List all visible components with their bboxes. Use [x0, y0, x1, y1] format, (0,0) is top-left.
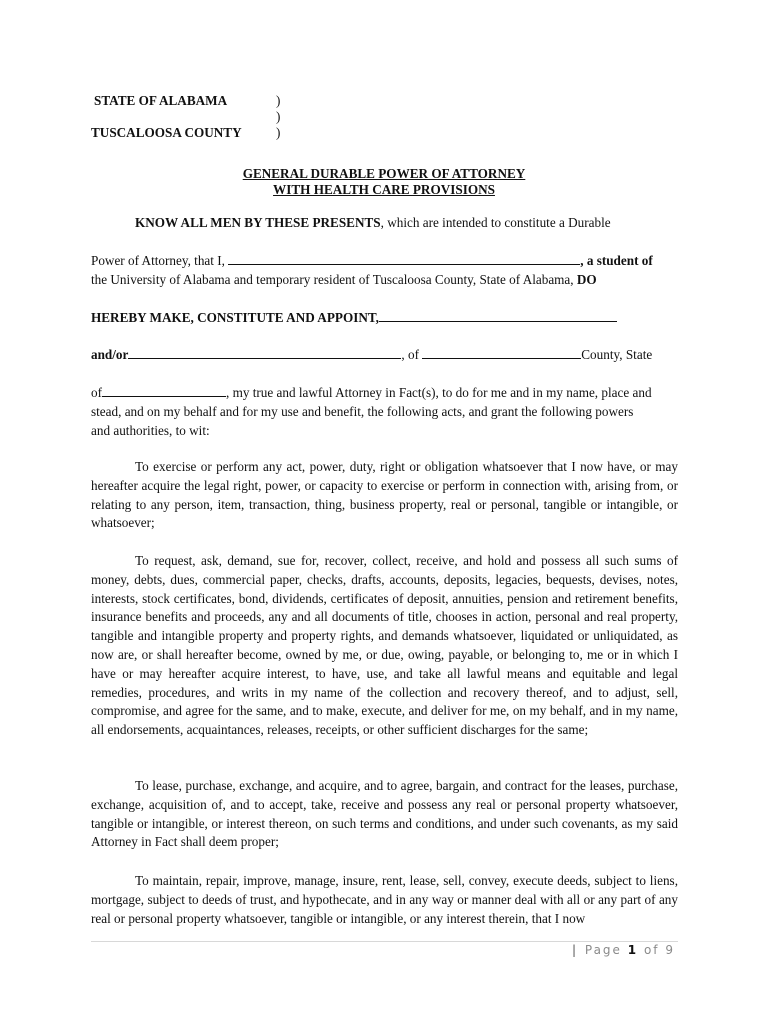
of-para-line-2: stead, and on my behalf and for my use and benefit, the following acts, and grant the following powers	[91, 403, 634, 419]
attorney-name-blank[interactable]	[379, 308, 617, 322]
andor-of: , of	[401, 347, 423, 362]
intro-paragraph	[91, 214, 678, 233]
paragraph-3: To lease, purchase, exchange, and acquire, and to agree, bargain, and contract for the leases, purchase, exchange, acquisition of, and to accept, take, receive and possess any real or personal property whatsoever, tangible or intangible, or interest thereon, on such terms and conditions, and under such covenants, as my said Attorney in Fact shall deem proper;	[91, 778, 678, 850]
state-blank[interactable]	[102, 383, 226, 397]
intro-bold-lead: KNOW ALL MEN BY THESE PRESENTS	[135, 215, 381, 230]
page-footer	[572, 943, 675, 957]
county-blank[interactable]	[422, 345, 581, 359]
of-para-rest: , my true and lawful Attorney in Fact(s), to do for me and in my name, place and	[226, 385, 652, 400]
andor-county-state: County, State	[581, 347, 653, 362]
footer-divider	[91, 941, 678, 942]
caption-state: STATE OF ALABAMA	[94, 93, 228, 108]
document-title	[0, 166, 768, 198]
power-line-1b: , a student of	[580, 253, 653, 268]
of-para-line-3: and authorities, to wit:	[91, 422, 210, 438]
attorney-in-fact-paragraph	[91, 383, 678, 440]
footer-total-pages: 9	[665, 943, 675, 957]
andor-line	[91, 345, 678, 365]
paragraph-1: To exercise or perform any act, power, duty, right or obligation whatsoever that I now have, or may hereafter acquire the legal right, power, or capacity to exercise or perform in connection with, arising from, or relating to any person, item, transaction, thing, business property, real or personal, tangible or intangible, or whatsoever;	[91, 459, 678, 531]
appoint-line	[91, 308, 678, 328]
footer-page-number: 1	[627, 943, 639, 957]
of-word: of	[91, 385, 102, 400]
paragraph-2: To request, ask, demand, sue for, recover, collect, receive, and hold and possess all such sums of money, debts, dues, commercial paper, checks, drafts, accounts, deposits, legacies, bequests, devises, notes, interests, stock certificates, bond, dividends, certificates of deposit, annuities, pension and retirement benefits, insurance benefits and proceeds, any and all documents of title, chooses in action, personal and real property, tangible and intangible property and property rights, and demands whatsoever, liquidated or unliquidated, as now are, or shall hereafter become, owned by me, or due, owing, payable, or belonging to, me or in which I have or may hereafter acquire interest, to have, use, and take all lawful means and equitable and legal remedies, procedures, and writs in my name of the collection and recovery thereof, and to adjust, sell, compromise, and agree for the same, and to make, execute, and deliver for me, on my behalf, and in my name, all endorsements, acquaintances, releases, receipts, or other sufficient discharges for the same;	[91, 553, 678, 738]
principal-paragraph	[91, 251, 678, 290]
title-line-1: GENERAL DURABLE POWER OF ATTORNEY	[242, 166, 526, 181]
principal-name-blank[interactable]	[228, 251, 580, 265]
footer-of-word: of	[643, 943, 660, 957]
footer-page-word: Page	[584, 943, 622, 957]
intro-rest: , which are intended to constitute a Durable	[380, 215, 611, 230]
power-line-2: the University of Alabama and temporary resident of Tuscaloosa County, State of Alabama,	[91, 271, 577, 287]
caption-paren: )	[276, 125, 281, 140]
caption-paren: )	[276, 109, 281, 124]
power-line-2-bold: DO	[576, 271, 597, 287]
appoint-text: HEREBY MAKE, CONSTITUTE AND APPOINT,	[91, 310, 379, 325]
title-line-2: WITH HEALTH CARE PROVISIONS	[273, 182, 495, 197]
andor-label: and/or	[91, 347, 129, 362]
caption-paren: )	[276, 93, 281, 108]
caption-county: TUSCALOOSA COUNTY	[91, 125, 242, 140]
paragraph-4: To maintain, repair, improve, manage, insure, rent, lease, sell, convey, execute deeds, subject to liens, mortgage, subject to deeds of trust, and hypothecate, and in any way or manner deal with all or any part of any real or personal property whatsoever, tangible or intangible, or any interest therein, that I now	[91, 873, 678, 926]
alternate-attorney-blank[interactable]	[128, 345, 401, 359]
footer-bar: |	[572, 943, 577, 957]
power-line-1a: Power of Attorney, that I,	[91, 253, 229, 268]
